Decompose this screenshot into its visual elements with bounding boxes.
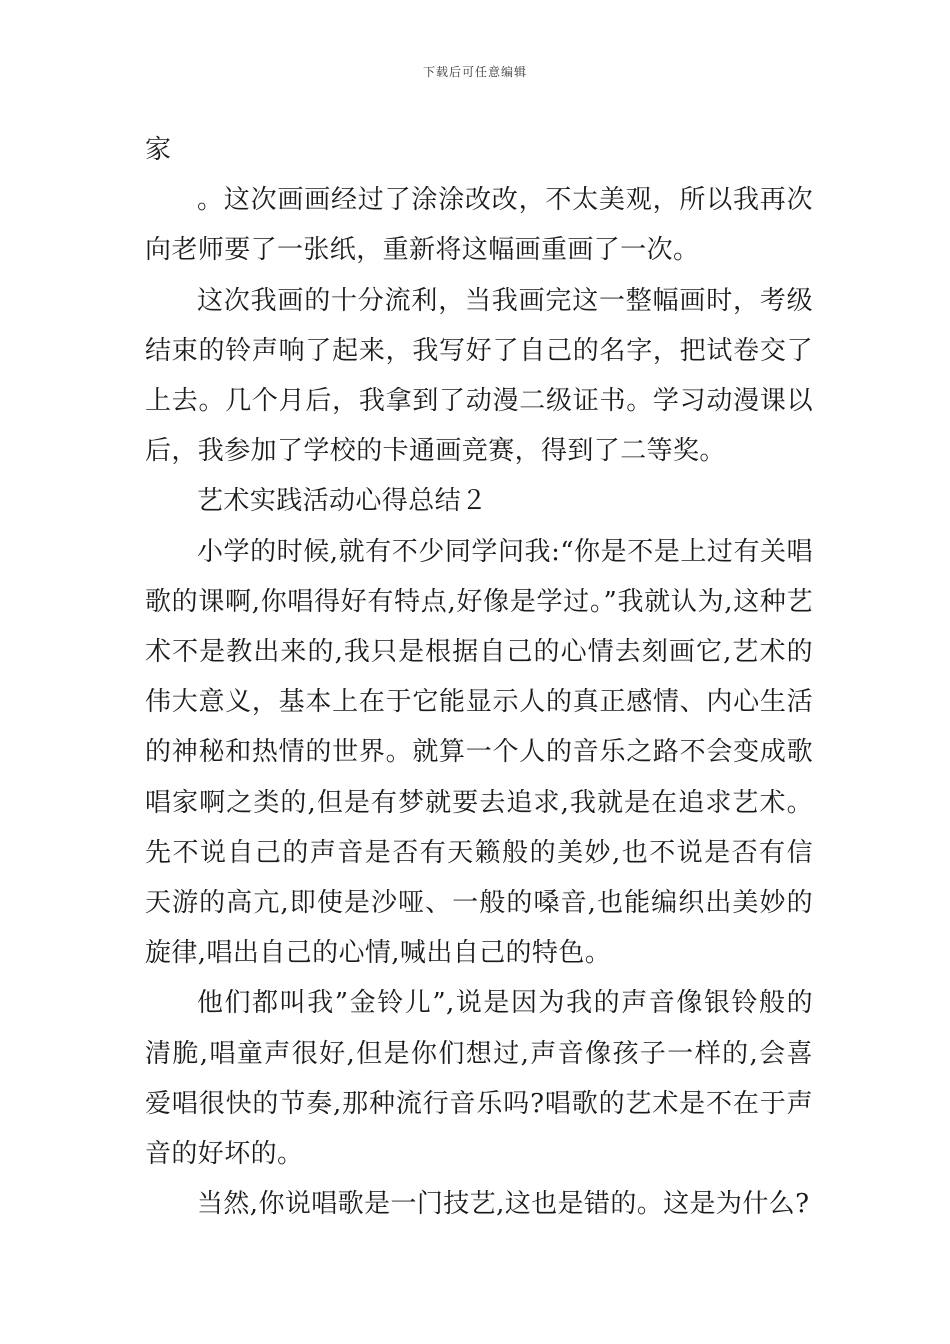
paragraph-5: 小学的时候,就有不少同学问我:“你是不是上过有关唱歌的课啊,你唱得好有特点,好像是学过。”我就认为,这种艺术不是教出来的,我只是根据自己的心情去刻画它,艺术的伟大意义，基本上在于它能显示人的真正感情、内心生活的神秘和热情的世界。就算一个人的音乐之路不会变成歌唱家啊之类的,但是有梦就要去追求,我就是在追求艺术。先不说自己的声音是否有天籁般的美妙,也不说是否有信天游的高亢,即使是沙哑、一般的嗓音,也能编织出美妙的旋律,唱出自己的心情,喊出自己的特色。 xyxy=(145,536,813,969)
paragraph-1: 家 xyxy=(145,135,172,165)
paragraph-3: 这次我画的十分流利，当我画完这一整幅画时，考级结束的铃声响了起来，我写好了自己的名字，把试卷交了上去。几个月后，我拿到了动漫二级证书。学习动漫课以后，我参加了学校的卡通画竞赛，得到了二等奖。 xyxy=(145,285,813,467)
section-heading: 艺术实践活动心得总结２ xyxy=(197,486,488,517)
page-header: 下载后可任意编辑 xyxy=(422,65,527,79)
paragraph-7: 当然,你说唱歌是一门技艺,这也是错的。这是为什么? xyxy=(197,1189,810,1220)
document-body xyxy=(145,125,813,1229)
paragraph-2: 。这次画画经过了涂涂改改，不太美观，所以我再次向老师要了一张纸，重新将这幅画重画了一次。 xyxy=(145,185,813,266)
paragraph-6: 他们都叫我”金铃儿”,说是因为我的声音像银铃般的清脆,唱童声很好,但是你们想过,声音像孩子一样的,会喜爱唱很快的节奏,那种流行音乐吗?唱歌的艺术是不在于声音的好坏的。 xyxy=(145,988,813,1170)
